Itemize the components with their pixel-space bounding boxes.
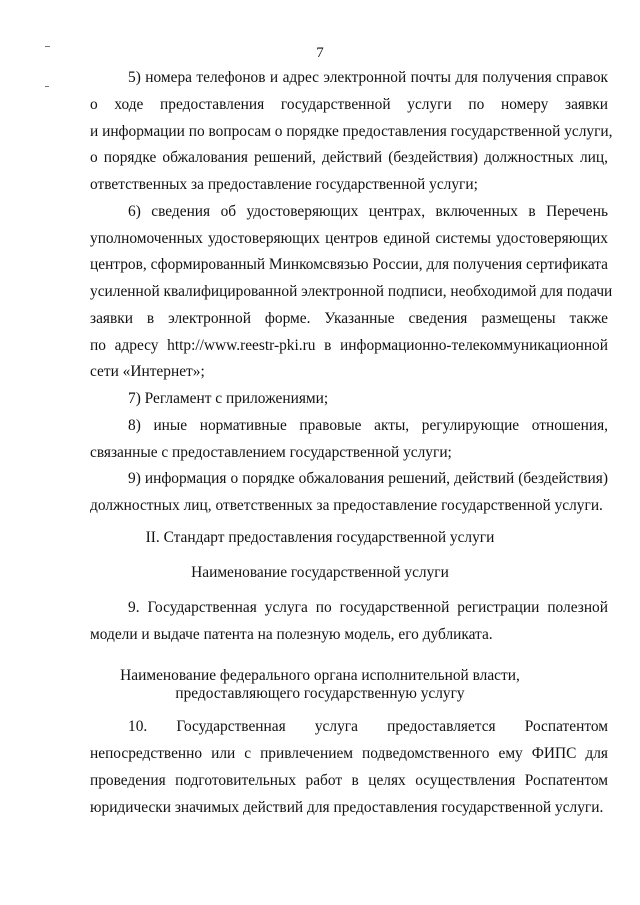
- paragraph-line: связанные с предоставлением государственной услуги;: [90, 444, 452, 461]
- paragraph-line: 5) номера телефонов и адрес электронной почты для получения справок: [128, 69, 608, 86]
- paragraph-line: о порядке обжалования решений, действий (бездействия) должностных лиц,: [90, 149, 608, 166]
- paragraph-line: модели и выдаче патента на полезную модель, его дубликата.: [90, 626, 493, 643]
- paragraph-line: ответственных за предоставление государственной услуги;: [90, 176, 478, 193]
- paragraph-line: центров, сформированный Минкомсвязью России, для получения сертификата: [90, 256, 608, 273]
- paragraph-line: непосредственно или с привлечением подведомственного ему ФИПС для: [90, 745, 608, 762]
- section-heading: II. Стандарт предоставления государственной услуги: [145, 529, 495, 546]
- subheading-service-name: Наименование государственной услуги: [191, 564, 449, 581]
- paragraph-line: 6) сведения об удостоверяющих центрах, включенных в Перечень: [128, 203, 608, 220]
- paragraph-line: должностных лиц, ответственных за предоставление государственной услуги.: [90, 497, 603, 514]
- paragraph-line: и информации по вопросам о порядке предоставления государственной услуги,: [90, 123, 613, 140]
- paragraph-line: усиленной квалифицированной электронной подписи, необходимой для подачи: [90, 283, 613, 300]
- paragraph-line: заявки в электронной форме. Указанные сведения размещены также: [90, 310, 608, 327]
- paragraph-line: 9) информация о порядке обжалования решений, действий (бездействия): [128, 470, 608, 487]
- paragraph-line: уполномоченных удостоверяющих центров единой системы удостоверяющих: [90, 230, 608, 247]
- paragraph-line: юридически значимых действий для предоставления государственной услуги.: [90, 799, 604, 816]
- paragraph-line: сети «Интернет»;: [90, 363, 205, 380]
- page-number: 7: [316, 45, 324, 61]
- subheading-authority: предоставляющего государственную услугу: [175, 685, 465, 702]
- paragraph-line: 7) Регламент с приложениями;: [128, 390, 329, 407]
- paragraph-line: 10. Государственная услуга предоставляется Роспатентом: [128, 718, 608, 735]
- paragraph-line: по адресу http://www.reestr-pki.ru в информационно-телекоммуникационной: [90, 337, 608, 354]
- paragraph-line: 9. Государственная услуга по государственной регистрации полезной: [128, 599, 608, 616]
- paragraph-line: проведения подготовительных работ в целях осуществления Роспатентом: [90, 772, 608, 789]
- subheading-authority: Наименование федерального органа исполнительной власти,: [120, 667, 520, 684]
- paragraph-line: о ходе предоставления государственной услуги по номеру заявки: [90, 96, 608, 113]
- scan-mark: [45, 86, 49, 87]
- paragraph-line: 8) иные нормативные правовые акты, регулирующие отношения,: [128, 417, 608, 434]
